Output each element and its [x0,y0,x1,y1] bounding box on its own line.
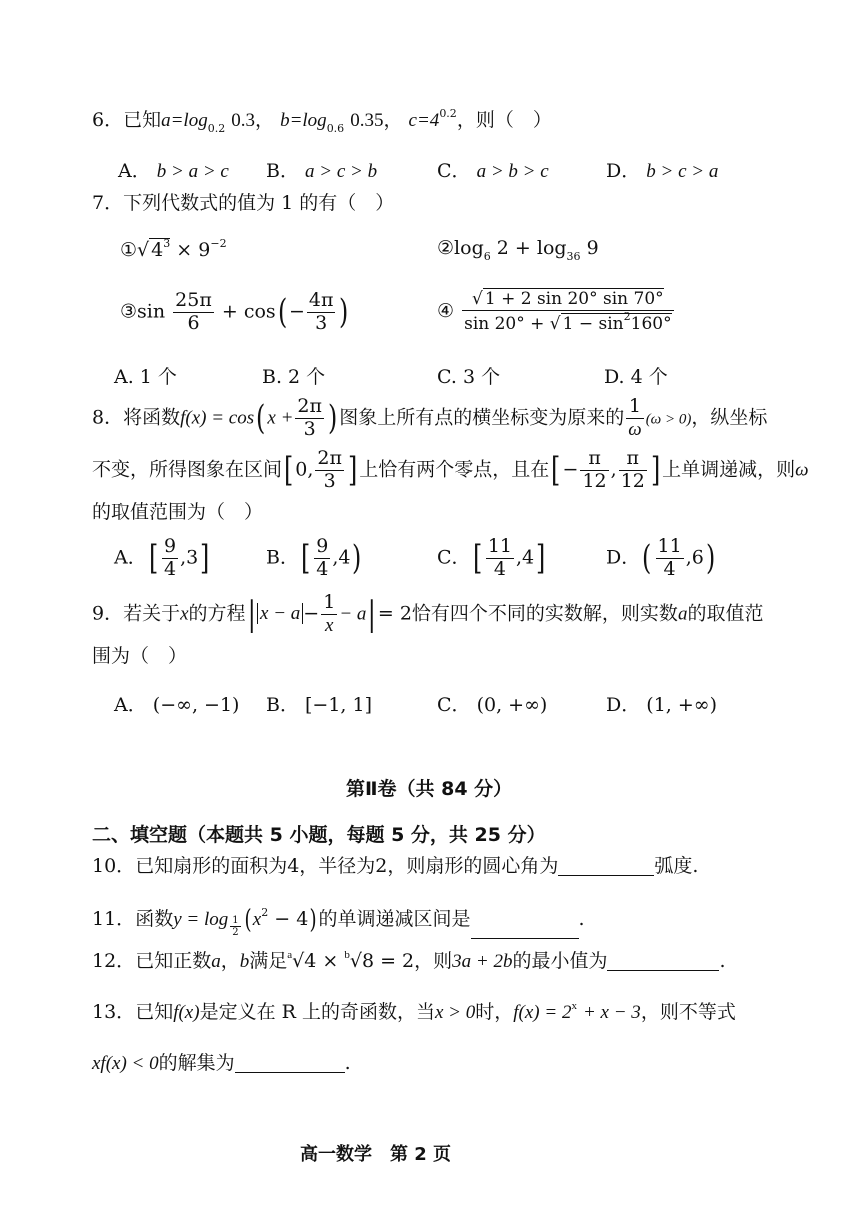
question-8-line-3: 的取值范围为（ ） [92,501,264,523]
question-9: 9．若关于x的方程| x − a − $\frac{1}{x}$ − a|= 2恰有四个不同的实数解，则实数a的取值范 [92,591,764,636]
question-10: 10．已知扇形的面积为4，半径为2，则扇形的圆心角为 弧度. [92,855,699,877]
option-c: C．[ $\frac{11}{4}$ ,4] [437,535,546,580]
part-title: 第Ⅱ卷（共 84 分） [346,778,513,800]
question-text: 已知 [123,109,162,131]
q7-item-4: ④ $\frac{√ 1 + 2 \sin 20^\circ \sin 70^\circ}{\sin 20^\circ + √ 1 - \sin^2160^\circ}$ [437,289,672,334]
option-d: D． (1, +∞) [606,694,718,716]
option-c: C． a > b > c [437,160,549,182]
question-6: 6．已知$a=\log_{0.2}$ 0.3， $b=\log_{0.6}$ 0.35， $c=4^{0.2}$，则（ ） [92,107,552,135]
option-c: C. 3 个 [437,366,501,388]
answer-blank[interactable] [471,920,579,939]
q7-item-1: ①√ $4^3 \times 9^{-2}$ [120,237,227,261]
option-a: A． (−∞, −1) [114,694,240,716]
question-number: 6． [92,109,124,131]
option-b: B．[ $\frac{9}{4}$ ,4) [266,535,362,580]
question-8-line-2: 不变，所得图象在区间[ 0, $\frac{2\pi}{3}$ ] 上恰有两个零点，且在[ − $\frac{\pi}{12}$ , $\frac{\pi}{12}$ ] 上单调递减，则ω [92,447,809,492]
q7-item-3: ③sin $\frac{25\pi}{6}$ + cos( − $\frac{4\pi}{3}$ ) [120,289,349,334]
question-12: 12．已知正数a，b满足$^a$√4 × $^b$√8 = 2，则3a + 2b的最小值为 . [92,949,726,972]
option-b: B. 2 个 [262,366,326,388]
answer-blank[interactable] [558,857,654,876]
option-d: D． b > c > a [606,160,719,182]
option-c: C． (0, +∞) [437,694,548,716]
question-13-line-2: xf(x) < 0的解集为 . [92,1052,351,1074]
section-title: 二、填空题（本题共 5 小题，每题 5 分，共 25 分） [92,824,546,846]
option-b: B． a > c > b [266,160,378,182]
question-7: 7．下列代数式的值为 1 的有（ ） [92,192,395,214]
question-9-line-2: 围为（ ） [92,645,188,667]
option-a: A．[ $\frac{9}{4}$ ,3] [114,535,210,580]
answer-blank[interactable] [607,952,719,971]
answer-blank[interactable] [235,1054,345,1073]
question-13: 13．已知f(x)是定义在 R 上的奇函数，当x > 0时，$f(x) = 2^x + x - 3$，则不等式 [92,1000,736,1023]
q7-item-2: $②\log_6$ $2 + \log_{36} 9$ [437,237,599,263]
option-d: D．( $\frac{11}{4}$ ,6) [606,535,716,580]
option-d: D. 4 个 [604,366,668,388]
question-11: 11．函数y = log $\frac{1}{2}$ $(x^2 - 4)$的单调递减区间是 . [92,905,585,938]
option-b: B． [−1, 1] [266,694,373,716]
option-a: A. 1 个 [114,366,177,388]
question-8: 8．将函数f(x) = cos( x + $\frac{2\pi}{3}$ ) 图象上所有点的横坐标变为原来的 $\frac{1}{\omega}$ (ω > 0)，纵坐标 [92,395,768,440]
page-footer: 高一数学 第 2 页 [300,1144,452,1165]
option-a: A． b > a > c [118,160,229,182]
